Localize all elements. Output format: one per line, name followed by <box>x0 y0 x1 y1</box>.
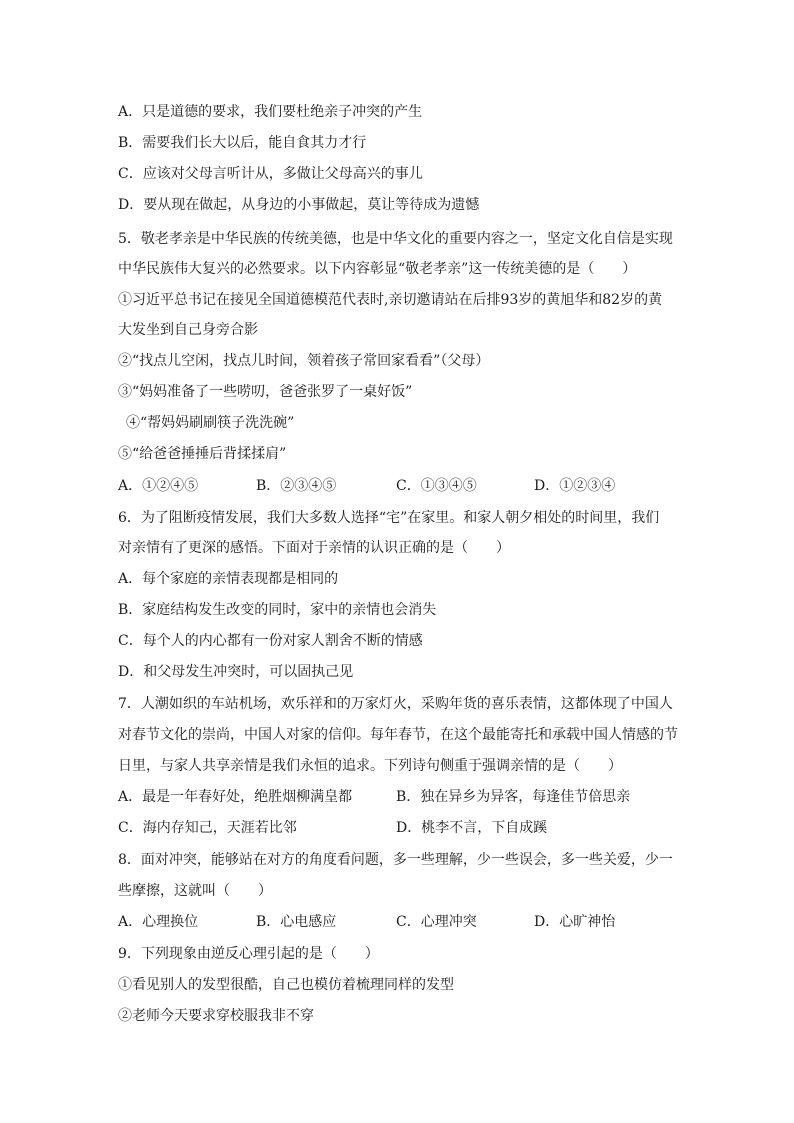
q9-stem: 9．下列现象由逆反心理引起的是（ ） <box>118 946 379 962</box>
q5-option-d: D．①②③④ <box>534 478 616 494</box>
q9-item2: ②老师今天要求穿校服我非不穿 <box>118 1008 314 1024</box>
q6-option-b: B．家庭结构发生改变的同时，家中的亲情也会消失 <box>118 602 437 618</box>
q7-option-a: A．最是一年春好处，绝胜烟柳满皇都 <box>118 789 353 805</box>
q5-option-b: B．②③④⑤ <box>256 478 337 494</box>
q6-stem-line1: 6．为了阻断疫情发展，我们大多数人选择“宅”在家里。和家人朝夕相处的时间里，我们 <box>118 510 660 526</box>
q6-option-d: D．和父母发生冲突时，可以固执己见 <box>118 664 354 680</box>
q4-option-a: A．只是道德的要求，我们要杜绝亲子冲突的产生 <box>118 104 423 120</box>
q5-item1-line2: 大发坐到自己身旁合影 <box>118 322 258 338</box>
q7-stem-line3: 日里，与家人共享亲情是我们永恒的追求。下列诗句侧重于强调亲情的是（ ） <box>118 758 622 774</box>
q4-option-d: D．要从现在做起，从身边的小事做起，莫让等待成为遗憾 <box>118 197 480 213</box>
q4-option-c: C．应该对父母言听计从，多做让父母高兴的事儿 <box>118 166 423 182</box>
q7-option-c: C．海内存知己，天涯若比邻 <box>118 820 297 836</box>
q8-stem-line1: 8．面对冲突，能够站在对方的角度看问题，多一些理解，少一些误会，多一些关爱，少一 <box>118 852 673 868</box>
q5-item2: ②“找点儿空闲，找点儿时间，领着孩子常回家看看”（父母） <box>118 353 490 369</box>
q5-stem-line1: 5．敬老孝亲是中华民族的传统美德，也是中华文化的重要内容之一，坚定文化自信是实现 <box>118 231 673 247</box>
q9-item1: ①看见别人的发型很酷，自己也模仿着梳理同样的发型 <box>118 977 454 993</box>
q8-option-c: C．心理冲突 <box>396 914 477 930</box>
q5-option-a: A．①②④⑤ <box>118 478 199 494</box>
q8-option-d: D．心旷神怡 <box>534 914 616 930</box>
q5-item3: ③“妈妈准备了一些唠叨，爸爸张罗了一桌好饭” <box>118 384 413 400</box>
q7-stem-line2: 对春节文化的崇尚，中国人对家的信仰。每年春节，在这个最能寄托和承载中国人情感的节 <box>118 727 678 743</box>
q5-item5: ⑤“给爸爸捶捶后背揉揉肩” <box>118 446 287 462</box>
q7-option-d: D．桃李不言，下自成蹊 <box>396 820 548 836</box>
q8-stem-line2: 些摩擦，这就叫（ ） <box>118 883 272 899</box>
q7-option-b: B．独在异乡为异客，每逢佳节倍思亲 <box>396 789 631 805</box>
q5-option-c: C．①③④⑤ <box>396 478 477 494</box>
q4-option-b: B．需要我们长大以后，能自食其力才行 <box>118 135 367 151</box>
q5-item1-line1: ①习近平总书记在接见全国道德模范代表时,亲切邀请站在后排93岁的黄旭华和82岁的黄 <box>118 292 663 308</box>
q5-stem-line2: 中华民族伟大复兴的必然要求。以下内容彰显“敬老孝亲”这一传统美德的是（ ） <box>118 261 637 277</box>
q7-stem-line1: 7．人潮如织的车站机场，欢乐祥和的万家灯火，采购年货的喜乐表情，这都体现了中国人 <box>118 696 673 712</box>
q6-option-c: C．每个人的内心都有一份对家人割舍不断的情感 <box>118 633 423 649</box>
q6-option-a: A．每个家庭的亲情表现都是相同的 <box>118 571 339 587</box>
q5-item4: ④“帮妈妈刷刷筷子洗洗碗” <box>126 415 295 431</box>
q6-stem-line2: 对亲情有了更深的感悟。下面对于亲情的认识正确的是（ ） <box>118 540 510 556</box>
q8-option-a: A．心理换位 <box>118 914 199 930</box>
q8-option-b: B．心电感应 <box>256 914 337 930</box>
